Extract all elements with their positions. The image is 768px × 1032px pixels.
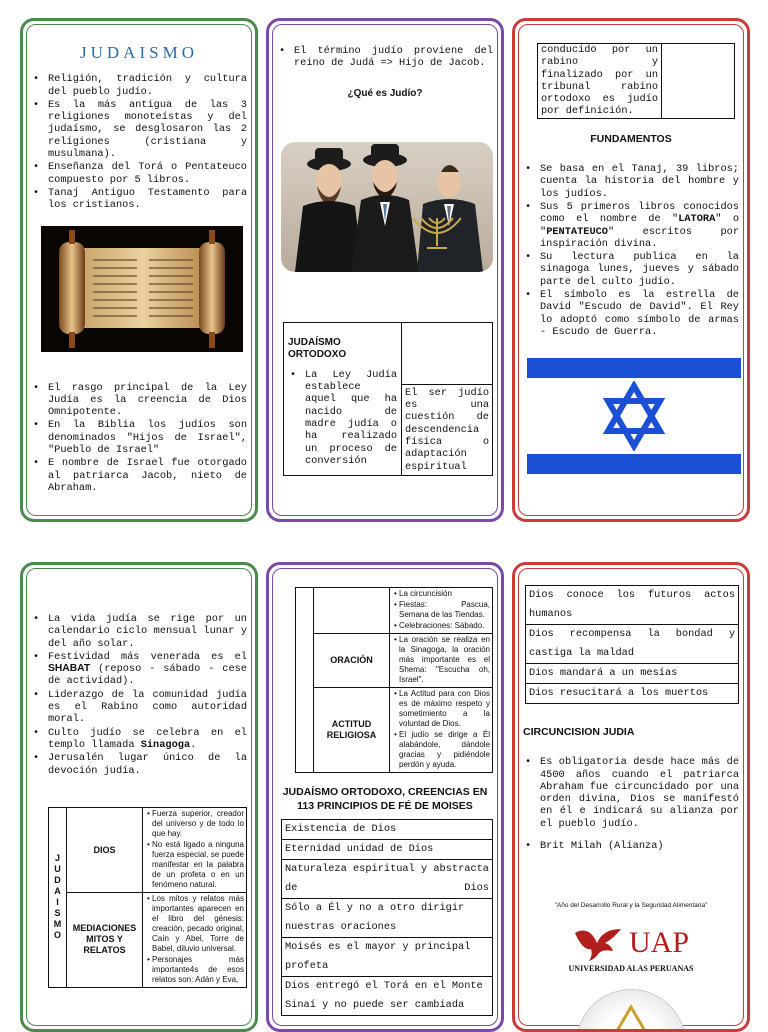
vida-list	[31, 613, 247, 777]
top-items: • La circuncisión • Fiestas: Pascua, Semana de las Tiendas. • Celebraciones: Sábado.	[390, 588, 493, 634]
principle-row: Moisés es el mayor y principal profeta	[282, 938, 493, 977]
rabbis-photo	[281, 142, 493, 272]
vertical-label: J U D A I S M O	[49, 807, 67, 987]
list-item: • E nombre de Israel fue otorgado al patriarca Jacob, nieto de Abraham.	[31, 457, 247, 494]
star-emblem-icon	[611, 1003, 651, 1029]
box-right-text: El ser judío es una cuestión de descendencia física o adaptación espiritual	[402, 384, 493, 475]
list-item: • Enseñanza del Torá o Pentateuco compuesto por 5 libros.	[31, 161, 247, 186]
circuncision-list	[523, 756, 739, 852]
list-item: • Es obligatoria desde hace más de 4500 años cuando el patriarca Abraham fue circuncidado por una orden divina, Dios se manifestó en él e indicará su alianza por el pueblo judío.	[523, 756, 739, 830]
fundamentos-list	[523, 163, 739, 338]
principle-row: Dios recompensa la bondad y castiga la maldad	[526, 625, 739, 664]
list-item: • Su lectura publica en la sinagoga lunes, jueves y sábado parte del culto judío.	[523, 251, 739, 288]
table-left-empty-cell	[296, 588, 314, 773]
ortodoxo-empty-cell	[402, 322, 493, 384]
principle-row: Naturaleza espiritual y abstracta de Dios	[282, 860, 493, 899]
intro-text: • El término judío proviene del reino de Judá => Hijo de Jacob.	[277, 45, 493, 70]
row-label-dios: DIOS	[67, 807, 143, 892]
panel-title: JUDAISMO	[80, 43, 198, 62]
intro-list	[31, 73, 247, 211]
panel-que-es-judio	[266, 18, 504, 522]
list-item: • Brit Milah (Alianza)	[523, 840, 739, 852]
row-mediaciones-items: • Los mitos y relatos más importantes aparecen en el libro del génesis: creación, pecado original, Caín y Abel, Torre de Babel, diluvio universal. • Personajes más importante4s de esos relatos son: Adán y Eva,	[143, 892, 247, 987]
panel-fundamentos	[512, 18, 750, 522]
panel-circuncision	[512, 562, 750, 1032]
list-item: • El rasgo principal de la Ley Judía es la creencia de Dios Omnipotente.	[31, 382, 247, 419]
oracion-table	[295, 587, 493, 773]
principles-table	[281, 819, 493, 1016]
row-label-mediaciones: MEDIACIONES MITOS Y RELATOS	[67, 892, 143, 987]
list-item: • Liderazgo de la comunidad judía es el Rabino como autoridad moral.	[31, 689, 247, 726]
judaismo-table	[48, 807, 247, 988]
list-item: • Tanaj Antiguo Testamento para los cristianos.	[31, 187, 247, 212]
list-item: • Culto judío se celebra en el templo llamada Sinagoga.	[31, 727, 247, 752]
list-item: • Jerusalén lugar único de la devoción judía.	[31, 752, 247, 777]
principles-table-continued	[525, 585, 739, 704]
circuncision-heading: CIRCUNCISION JUDIA	[523, 726, 635, 738]
row-oracion-items: • La oración se realiza en la Sinagoga, la oración más importante es el Shema: "Escucha oh, Israel".	[390, 634, 493, 688]
row-actitud-items: • La Actitud para con Dios es de máximo respeto y sometimiento a la voluntad de Dios. • El judío se dirige a Él alabándole, dándole gracias y pidiéndole perdón y ayuda.	[390, 688, 493, 773]
box-title: JUDAÍSMO ORTODOXO	[288, 336, 347, 360]
law-list	[31, 382, 247, 495]
emblem-image	[576, 989, 686, 1029]
principle-row: Dios entregó el Torá en el Monte Sinaí y no puede ser cambiada	[282, 977, 493, 1016]
row-dios-items: • Fuerza superior, creador del universo y de todo lo que hay. • No está ligado a ninguna fuerza especial, se puede manifestar en la palabra de un profeta o en un fenómeno natural.	[143, 807, 247, 892]
principle-row: Dios resucitará a los muertos	[526, 684, 739, 704]
panel-content	[277, 587, 493, 1016]
panel-vida-judia	[20, 562, 258, 1032]
panel-content	[31, 41, 247, 495]
panel-content	[523, 43, 739, 474]
university-name: UNIVERSIDAD ALAS PERUANAS	[568, 963, 694, 973]
list-item: • Festividad más venerada es el SHABAT (reposo - sábado - cese de actividad).	[31, 651, 247, 688]
continuation-table	[537, 43, 735, 119]
list-item: • El símbolo es la estrella de David "Escudo de David". El Rey lo adoptó como símbolo de armas - Escudo de Guerra.	[523, 289, 739, 338]
continuation-text: conducido por un rabino y finalizado por un tribunal rabino ortodoxo es judío por definición.	[538, 44, 662, 119]
table-top-empty-cell	[314, 588, 390, 634]
list-item: • Es la más antigua de las 3 religiones monoteístas y del judaísmo, se desglosaron las 2 religiones (cristiana y musulmana).	[31, 99, 247, 160]
question-heading: ¿Qué es Judío?	[347, 87, 423, 99]
principle-row: Sólo a Él y no a otro dirigir nuestras oraciones	[282, 899, 493, 938]
uap-logo	[523, 925, 739, 961]
continuation-empty-cell	[662, 44, 735, 119]
list-item: • La vida judía se rige por un calendario ciclo mensual lunar y del año solar.	[31, 613, 247, 650]
list-item: • Sus 5 primeros libros conocidos como el nombre de "LATORA" o "PENTATEUCO" escritos por inspiración divina.	[523, 201, 739, 250]
principle-row: Dios conoce los futuros actos humanos	[526, 586, 739, 625]
israel-flag	[527, 358, 741, 474]
panel-content	[277, 45, 493, 476]
list-item: • En la Biblia los judíos son denominados "Hijos de Israel", "Pueblo de Israel"	[31, 419, 247, 456]
row-label-actitud: ACTITUD RELIGIOSA	[314, 688, 390, 773]
principle-row: Eternidad unidad de Dios	[282, 840, 493, 860]
creencias-heading: JUDAÍSMO ORTODOXO, CREENCIAS EN 113 PRINCIPIOS DE FÉ DE MOISES	[282, 786, 488, 812]
panel-content	[31, 613, 247, 988]
logo-text: UAP	[628, 925, 689, 959]
panel-content	[523, 585, 739, 1029]
star-of-david-icon	[599, 381, 669, 451]
ortodoxo-table	[283, 322, 493, 476]
torah-scroll-image	[41, 226, 243, 352]
list-item: • Se basa en el Tanaj, 39 libros; cuenta la historia del hombre y los judíos.	[523, 163, 739, 200]
box-bullet: • La Ley Judía establece aquel que ha nacido de madre judía o ha realizado un proceso de conversión	[288, 369, 397, 467]
principle-row: Dios mandará a un mesías	[526, 664, 739, 684]
eagle-icon	[573, 925, 623, 961]
panel-judaismo	[20, 18, 258, 522]
fundamentos-heading: FUNDAMENTOS	[590, 132, 672, 145]
principle-row: Existencia de Dios	[282, 820, 493, 840]
motto-text: "Año del Desarrollo Rural y la Seguridad Alimentaria"	[554, 902, 708, 910]
panel-creencias	[266, 562, 504, 1032]
ortodoxo-left-cell	[284, 322, 402, 475]
list-item: • Religión, tradición y cultura del pueblo judío.	[31, 73, 247, 98]
row-label-oracion: ORACIÓN	[314, 634, 390, 688]
